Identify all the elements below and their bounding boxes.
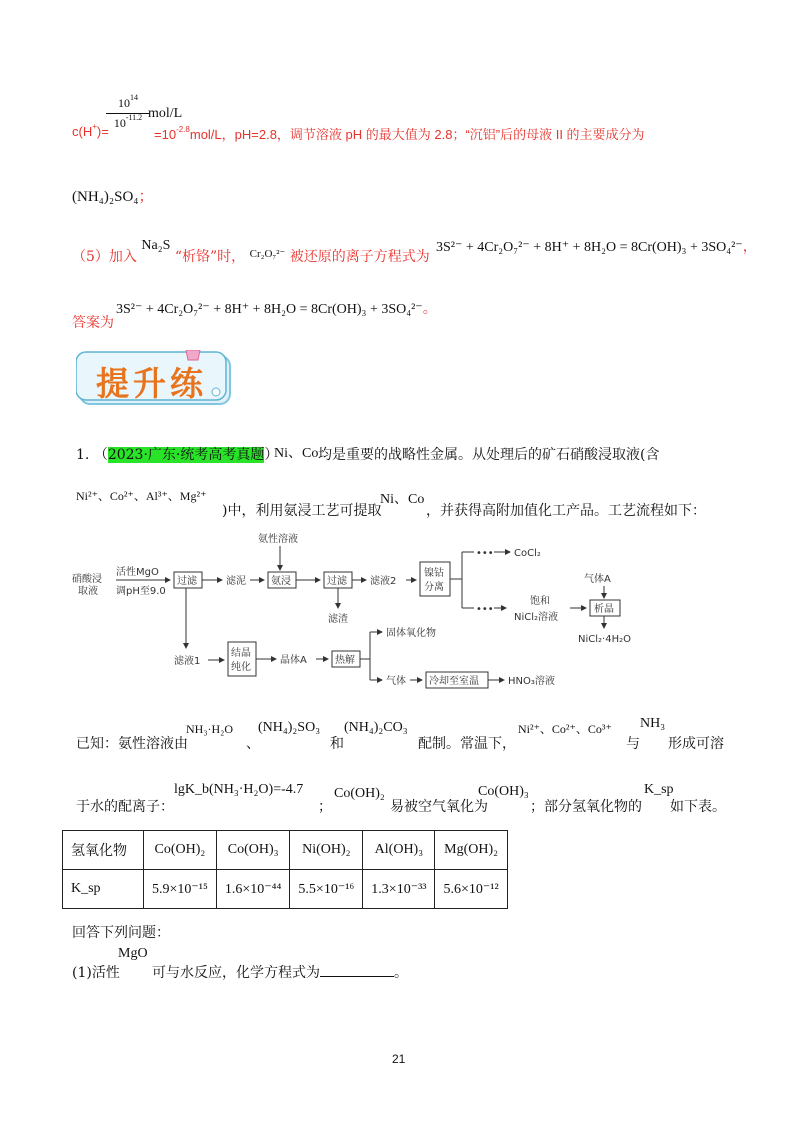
banner-title: 提升练 bbox=[96, 364, 207, 403]
known-prefix: 已知：氨性溶液由 bbox=[76, 736, 188, 752]
coh2-label: Co(OH)₂ bbox=[334, 786, 385, 801]
ammonia-leach-label: 氨浸 bbox=[271, 576, 291, 587]
elements-label: Ni、Co bbox=[274, 446, 319, 461]
table-column-header: Ni(OH)₂ bbox=[290, 831, 363, 870]
table-cell: 5.6×10⁻¹² bbox=[435, 870, 507, 909]
purify-label-1: 结晶 bbox=[231, 648, 251, 659]
answer-label: 答案为 bbox=[72, 315, 114, 331]
mgo-label-q1: MgO bbox=[118, 946, 148, 961]
filtrate2-label: 滤液2 bbox=[370, 576, 397, 587]
mgo-label: 活性MgO bbox=[116, 567, 159, 578]
filtrate1-label: 滤液1 bbox=[174, 656, 201, 667]
sep-1: 、 bbox=[246, 736, 260, 752]
fraction-unit: mol/L bbox=[148, 106, 183, 121]
with-label: 与 bbox=[626, 736, 640, 752]
question-line-1: 1. （2023·广东·统考高考真题） bbox=[76, 447, 279, 463]
question-stem: 均是重要的战略性金属。从处理后的矿石硝酸浸取液(含 bbox=[318, 447, 660, 463]
and-label: 和 bbox=[330, 736, 344, 752]
partial-label: ；部分氢氧化物的 bbox=[530, 799, 642, 815]
source-tag: 2023·广东·统考高考真题 bbox=[107, 447, 265, 463]
sub-question-1: (1)活性 bbox=[72, 965, 120, 981]
dots-1: ••• bbox=[476, 548, 494, 559]
feed-label-2: 取液 bbox=[78, 586, 98, 597]
answer-line-1: c(H+)= bbox=[72, 122, 109, 139]
ksp-symbol: K_sp bbox=[644, 782, 674, 797]
solid-oxide-label: 固体氧化物 bbox=[386, 628, 436, 639]
answer-prompt: 回答下列问题： bbox=[72, 925, 170, 941]
separation-label-2: 分离 bbox=[424, 582, 444, 593]
feed-label: 硝酸浸 bbox=[72, 574, 102, 585]
nh3-label: NH₃ bbox=[640, 716, 666, 731]
table-column-header: Co(OH)₂ bbox=[144, 831, 217, 870]
sub-question-1-text: 可与水反应，化学方程式为 。 bbox=[152, 965, 408, 981]
page-number: 21 bbox=[392, 1052, 406, 1066]
q5-line: （5）加入 Na₂S “析铬”时， $^{Cr_2O_7^{2-}}$ 被还原的离子方程式为 bbox=[72, 238, 430, 265]
cooling-label: 冷却至室温 bbox=[429, 676, 479, 687]
filter1-label: 过滤 bbox=[177, 576, 197, 587]
ksp-table bbox=[62, 830, 508, 909]
question-number: 1. bbox=[76, 447, 90, 463]
ions-list-2: Ni²⁺、Co²⁺、Co³⁺ bbox=[518, 722, 612, 736]
table-cell: 1.6×10⁻⁴⁴ bbox=[216, 870, 290, 909]
product-label: NiCl₂·4H₂O bbox=[578, 634, 631, 645]
ion-equation-1: 3S²⁻ + 4Cr₂O₇²⁻ + 8H⁺ + 8H₂O = 8Cr(OH)₃ + 3SO₄²⁻， bbox=[436, 240, 757, 255]
mother-liquor-salt: (NH₄)₂SO₄； bbox=[72, 189, 154, 205]
coh3-label: Co(OH)₃ bbox=[478, 784, 529, 799]
table-cell: 1.3×10⁻³³ bbox=[363, 870, 435, 909]
separation-label-1: 镍钴 bbox=[424, 568, 444, 579]
known-end: 形成可溶 bbox=[668, 736, 724, 752]
line2-prefix: 于水的配离子： bbox=[76, 799, 174, 815]
question-stem-3: ，并获得高附加值化工产品。工艺流程如下： bbox=[426, 503, 706, 519]
table-row bbox=[63, 870, 508, 909]
ph-label: 调pH至9.0 bbox=[116, 586, 166, 597]
gas-a-label: 气体A bbox=[584, 574, 611, 585]
filter2-label: 过滤 bbox=[327, 576, 347, 587]
known-mid: 配制。常温下， bbox=[418, 736, 516, 752]
crystal-a-label: 晶体A bbox=[280, 655, 307, 666]
answer-line-1-rest: $=10^{-2.8}mol/L$，pH=2.8，调节溶液 pH 的最大值为 2.8；“沉铝”后的母液 II 的主要成分为 bbox=[154, 125, 645, 142]
residue-label: 滤渣 bbox=[328, 614, 348, 625]
oxidized-label: 易被空气氧化为 bbox=[390, 799, 488, 815]
table-column-header: Al(OH)₃ bbox=[363, 831, 435, 870]
process-flowchart bbox=[70, 530, 690, 695]
ammonia-solution-label: 氨性溶液 bbox=[258, 534, 298, 545]
reagent-1: NH₃·H₂O bbox=[186, 722, 234, 736]
answer-blank[interactable] bbox=[320, 964, 394, 977]
table-intro: 如下表。 bbox=[670, 799, 726, 815]
semicolon: ； bbox=[318, 799, 332, 815]
lgkb-expression: lgK_b(NH₃·H₂O)=-4.7 bbox=[174, 782, 304, 797]
table-row-label: K_sp bbox=[63, 870, 144, 909]
ion-list: Ni²⁺、Co²⁺、Al³⁺、Mg²⁺ bbox=[76, 489, 207, 503]
reagent-2: (NH₄)₂SO₃ bbox=[258, 720, 321, 735]
question-stem-2: )中，利用氨浸工艺可提取 bbox=[222, 503, 382, 519]
ion-equation-2: 3S²⁻ + 4Cr₂O₇²⁻ + 8H⁺ + 8H₂O = 8Cr(OH)₃ + 3SO₄²⁻。 bbox=[116, 302, 437, 317]
concentration-fraction: $10^{14}$ $10^{-11.2}$ bbox=[106, 96, 150, 131]
nicl2-solution-label-1: 饱和 bbox=[530, 596, 550, 607]
nicl2-solution-label-2: NiCl₂溶液 bbox=[514, 612, 559, 623]
purify-label-2: 纯化 bbox=[231, 662, 251, 673]
table-header-label: 氢氧化物 bbox=[63, 831, 144, 870]
elements-label-2: Ni、Co bbox=[380, 492, 425, 507]
practice-banner bbox=[76, 350, 232, 408]
table-column-header: Co(OH)₃ bbox=[216, 831, 290, 870]
table-cell: 5.5×10⁻¹⁶ bbox=[290, 870, 363, 909]
dots-2: ••• bbox=[476, 604, 494, 615]
pyrolysis-label: 热解 bbox=[335, 655, 355, 666]
reagent-3: (NH₄)₂CO₃ bbox=[344, 720, 408, 735]
crystallize-label: 析晶 bbox=[594, 604, 614, 615]
cocl2-label: CoCl₂ bbox=[514, 548, 541, 559]
gas-label: 气体 bbox=[386, 676, 406, 687]
slurry-label: 滤泥 bbox=[226, 576, 246, 587]
table-cell: 5.9×10⁻¹⁵ bbox=[144, 870, 217, 909]
table-header-row bbox=[63, 831, 508, 870]
table-column-header: Mg(OH)₂ bbox=[435, 831, 507, 870]
hno3-label: HNO₃溶液 bbox=[508, 676, 555, 687]
